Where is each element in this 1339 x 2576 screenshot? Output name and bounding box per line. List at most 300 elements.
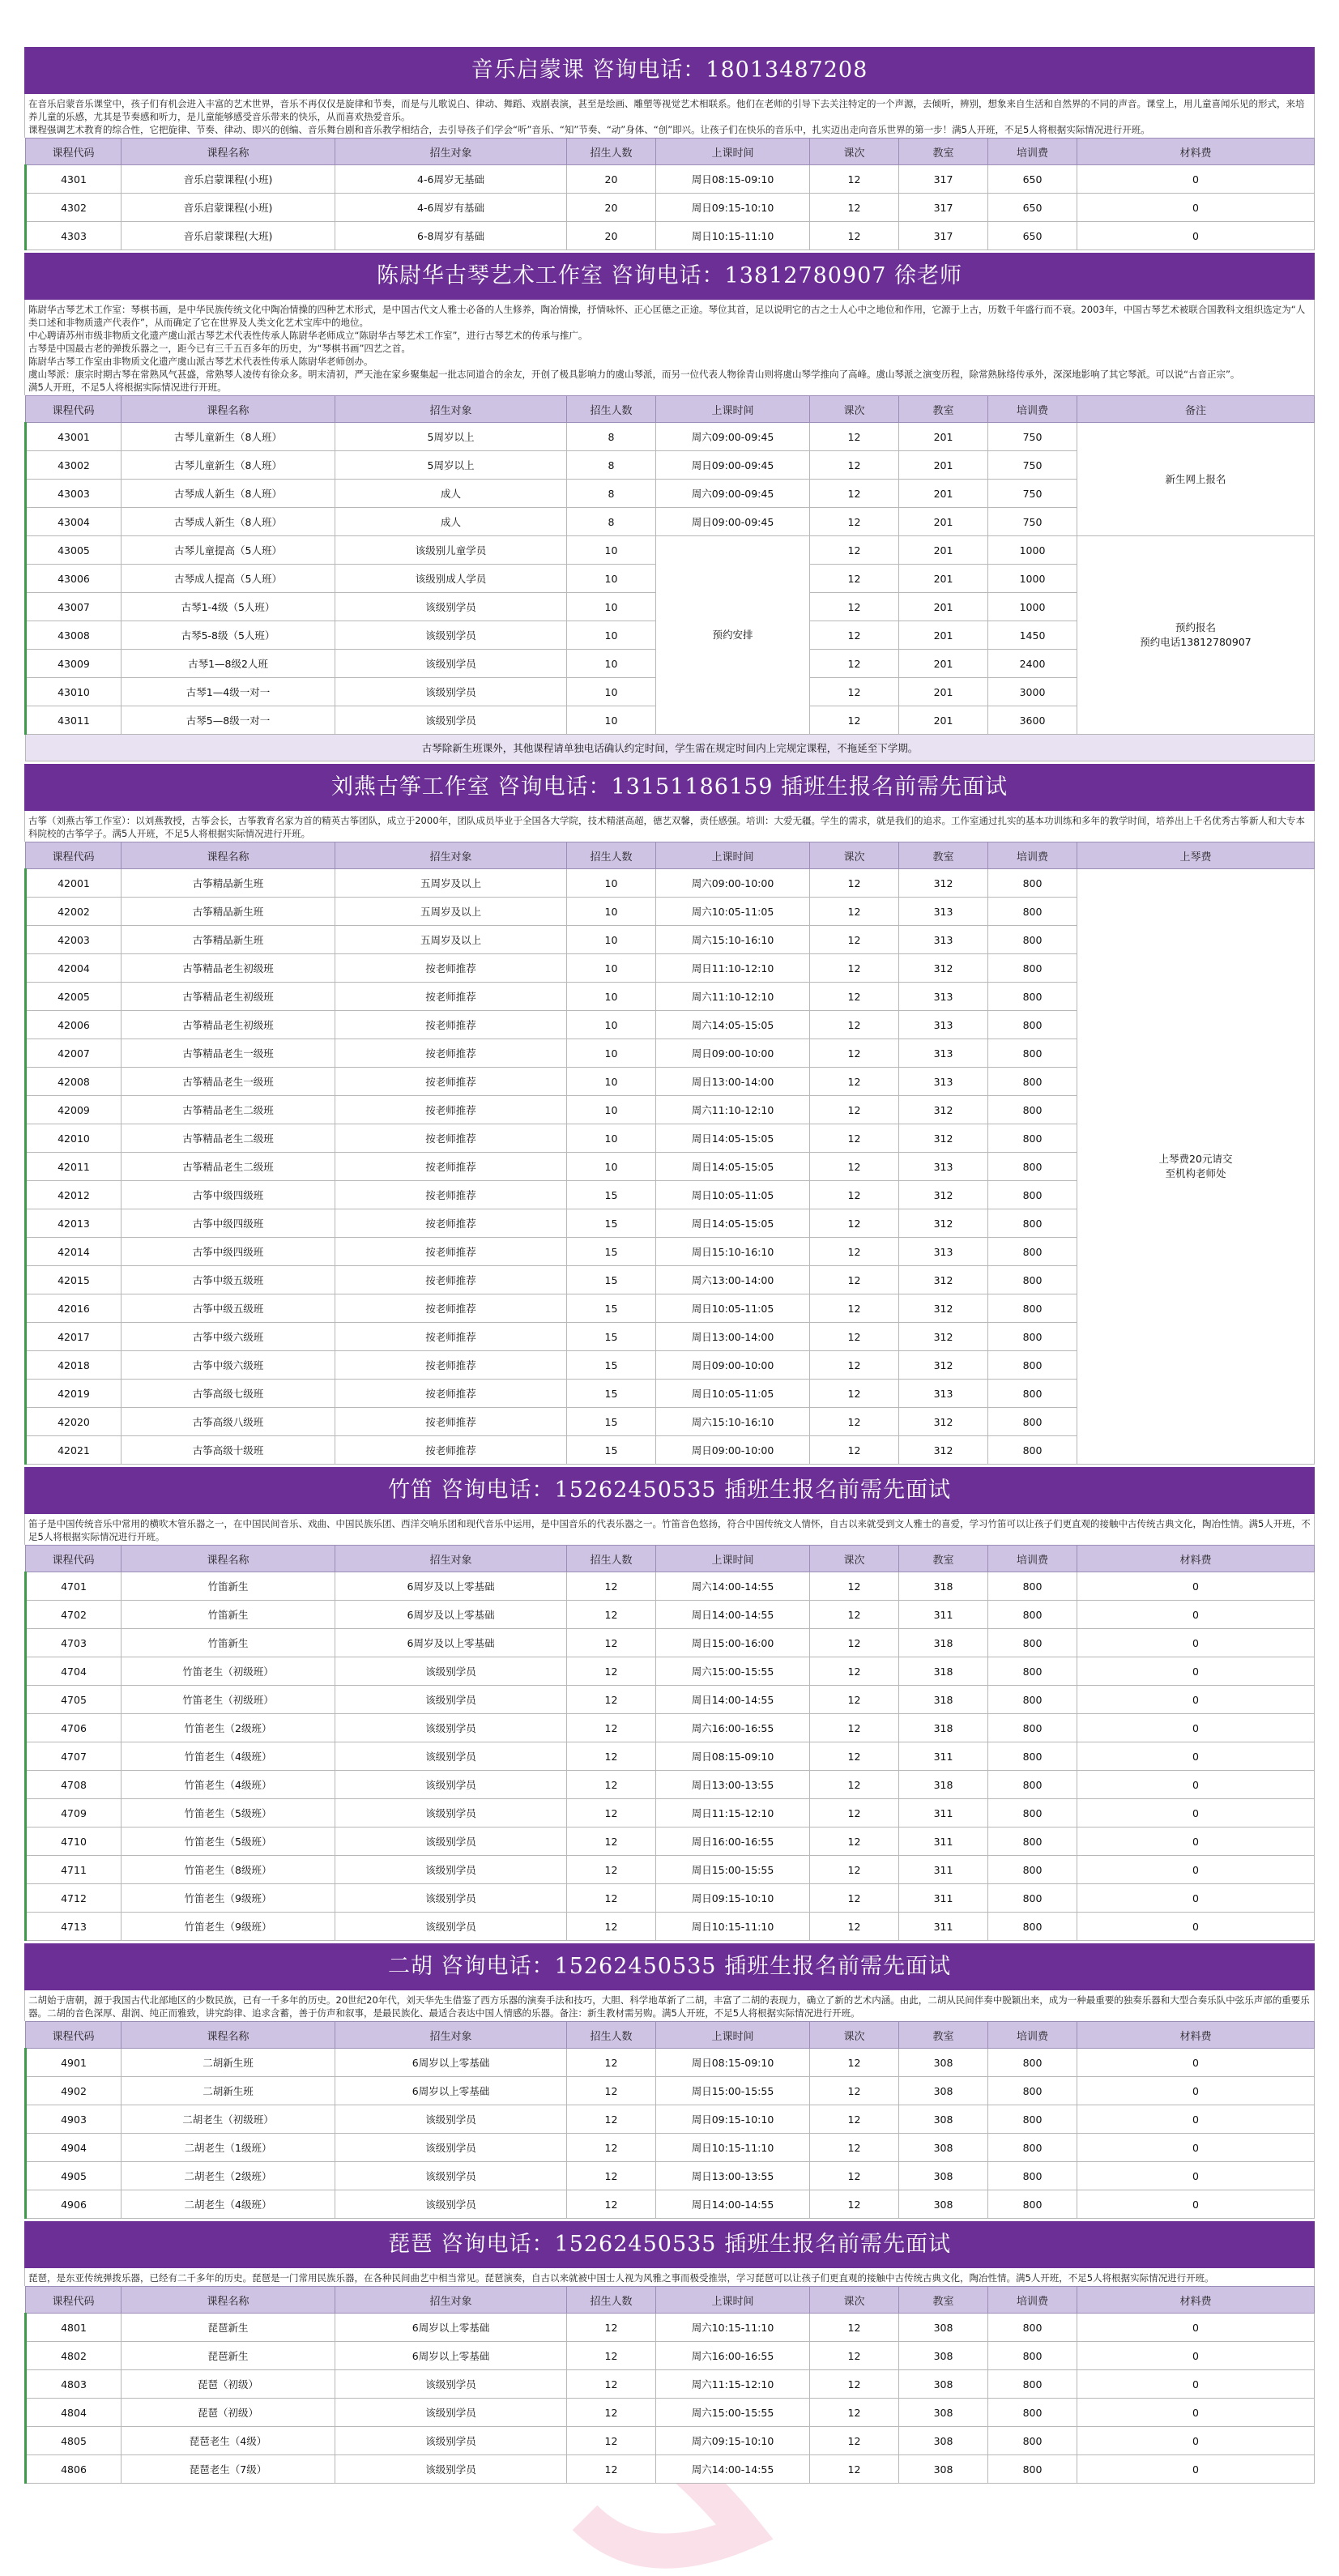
section-guqin-studio <box>24 250 1315 761</box>
course-name-cell: 音乐启蒙课程(小班) <box>122 165 335 194</box>
section-title: 竹笛 咨询电话：15262450535 插班生报名前需先面试 <box>24 1465 1315 1514</box>
time-cell: 周日10:15-11:10 <box>656 1913 810 1941</box>
section-description <box>24 1514 1315 1545</box>
fee-cell: 1000 <box>988 565 1077 593</box>
time-cell: 周日14:00-14:55 <box>656 1686 810 1714</box>
room-cell: 311 <box>899 1828 988 1856</box>
fee-cell: 800 <box>988 1408 1077 1436</box>
room-cell: 308 <box>899 2399 988 2427</box>
time-cell: 周日13:00-13:55 <box>656 2162 810 2190</box>
sessions-cell: 12 <box>810 2427 899 2455</box>
target-cell: 按老师推荐 <box>335 1096 567 1124</box>
course-code-cell: 4801 <box>26 2314 122 2342</box>
course-code-cell: 43007 <box>26 593 122 621</box>
table-row <box>26 1771 1315 1799</box>
fee-cell: 800 <box>988 1799 1077 1828</box>
room-cell: 201 <box>899 621 988 650</box>
capacity-cell: 12 <box>567 1884 656 1913</box>
fee-cell: 800 <box>988 1181 1077 1209</box>
table-row <box>26 1572 1315 1601</box>
column-header: 课程名称 <box>122 2022 335 2049</box>
table-row <box>26 1714 1315 1742</box>
course-name-cell: 竹笛老生（5级班） <box>122 1828 335 1856</box>
room-cell: 312 <box>899 1209 988 1238</box>
sessions-cell: 12 <box>810 926 899 954</box>
course-name-cell: 古琴5-8级（5人班） <box>122 621 335 650</box>
fee-cell: 650 <box>988 165 1077 194</box>
sessions-cell: 12 <box>810 1714 899 1742</box>
room-cell: 308 <box>899 2342 988 2370</box>
room-cell: 312 <box>899 1124 988 1153</box>
column-header: 培训费 <box>988 842 1077 869</box>
room-cell: 313 <box>899 1039 988 1068</box>
course-name-cell: 古筝高级十级班 <box>122 1436 335 1465</box>
sessions-cell: 12 <box>810 194 899 222</box>
capacity-cell: 15 <box>567 1380 656 1408</box>
fee-cell: 800 <box>988 926 1077 954</box>
course-code-cell: 4711 <box>26 1856 122 1884</box>
course-code-cell: 42013 <box>26 1209 122 1238</box>
time-cell: 周六15:10-16:10 <box>656 926 810 954</box>
room-cell: 317 <box>899 222 988 250</box>
course-code-cell: 42019 <box>26 1380 122 1408</box>
capacity-cell: 12 <box>567 1856 656 1884</box>
course-name-cell: 古筝中级五级班 <box>122 1294 335 1323</box>
course-name-cell: 二胡老生（初级班） <box>122 2105 335 2134</box>
time-cell: 周六13:00-14:00 <box>656 1266 810 1294</box>
column-header: 教室 <box>899 2287 988 2314</box>
column-header: 课程名称 <box>122 139 335 165</box>
time-cell: 周六14:00-14:55 <box>656 2455 810 2484</box>
time-cell: 周日09:00-10:00 <box>656 1351 810 1380</box>
target-cell: 该级别学员 <box>335 2399 567 2427</box>
target-cell: 该级别学员 <box>335 2134 567 2162</box>
course-name-cell: 琵琶老生（4级） <box>122 2427 335 2455</box>
time-cell: 周六09:15-10:10 <box>656 2427 810 2455</box>
time-cell: 预约安排 <box>656 536 810 735</box>
table-row <box>26 2049 1315 2077</box>
table-row <box>26 536 1315 565</box>
course-code-cell: 43010 <box>26 678 122 706</box>
course-code-cell: 43003 <box>26 480 122 508</box>
room-cell: 318 <box>899 1771 988 1799</box>
capacity-cell: 12 <box>567 1686 656 1714</box>
table-row <box>26 2162 1315 2190</box>
target-cell: 按老师推荐 <box>335 1011 567 1039</box>
description-paragraph: 笛子是中国传统音乐中常用的横吹木管乐器之一，在中国民间音乐、戏曲、中国民族乐团、西洋交响乐团和现代音乐中运用，是中国音乐的代表乐器之一。竹笛音色悠扬，符合中国传统文人情怀，自古以来就受到文人雅士的喜爱，学习竹笛可以让孩子们更直观的接触中古传统古典文化，陶冶性情。满5人开班，不足5人将根据实际情况进行开班。 <box>28 1518 1311 1542</box>
table-row <box>26 869 1315 898</box>
section-title: 音乐启蒙课 咨询电话：18013487208 <box>24 45 1315 94</box>
sessions-cell: 12 <box>810 2049 899 2077</box>
time-cell: 周六11:10-12:10 <box>656 1096 810 1124</box>
description-paragraph: 陈尉华古琴艺术工作室：琴棋书画，是中华民族传统文化中陶冶情操的四种艺术形式，是中国古代文人雅士必备的人生修养，陶冶情操，抒情咏怀、正心匡德之正途。琴位其首，足以说明它的古之士人心中之地位和作用，它源于上古，历数千年盛行而不衰。2003年，中国古琴艺术被联合国教科文组织选定为“人类口述和非物质遗产代表作”，从而确定了它在世界及人类文化艺术宝库中的地位。 <box>28 304 1306 328</box>
course-code-cell: 42012 <box>26 1181 122 1209</box>
capacity-cell: 20 <box>567 194 656 222</box>
fee-cell: 800 <box>988 2314 1077 2342</box>
column-header: 材料费 <box>1077 2022 1315 2049</box>
course-name-cell: 竹笛老生（4级班） <box>122 1771 335 1799</box>
column-header: 课程名称 <box>122 396 335 423</box>
room-cell: 201 <box>899 593 988 621</box>
course-code-cell: 42021 <box>26 1436 122 1465</box>
target-cell: 6周岁以上零基础 <box>335 2077 567 2105</box>
description-paragraph: 满5人开班，不足5人将根据实际情况进行开班。 <box>28 382 227 393</box>
table-row <box>26 2314 1315 2342</box>
table-header <box>26 842 1315 869</box>
room-cell: 308 <box>899 2134 988 2162</box>
sessions-cell: 12 <box>810 1686 899 1714</box>
sessions-cell: 12 <box>810 508 899 536</box>
sessions-cell: 12 <box>810 1068 899 1096</box>
fee-cell: 800 <box>988 1714 1077 1742</box>
time-cell: 周六09:00-09:45 <box>656 423 810 451</box>
fee-cell: 800 <box>988 2427 1077 2455</box>
time-cell: 周六15:00-15:55 <box>656 1657 810 1686</box>
time-cell: 周日09:15-10:10 <box>656 1884 810 1913</box>
course-code-cell: 4710 <box>26 1828 122 1856</box>
section-bamboo-flute <box>24 1465 1315 1941</box>
capacity-cell: 12 <box>567 1657 656 1686</box>
course-code-cell: 4703 <box>26 1629 122 1657</box>
fee-cell: 800 <box>988 1629 1077 1657</box>
course-name-cell: 古筝精品老生一级班 <box>122 1039 335 1068</box>
course-name-cell: 古筝精品新生班 <box>122 926 335 954</box>
section-description <box>24 1990 1315 2021</box>
column-header: 上琴费 <box>1077 842 1315 869</box>
section-pipa <box>24 2219 1315 2484</box>
target-cell: 成人 <box>335 508 567 536</box>
remark-line: 预约报名 <box>1175 621 1216 633</box>
capacity-cell: 10 <box>567 650 656 678</box>
sessions-cell: 12 <box>810 1657 899 1686</box>
extra-cell: 0 <box>1077 1799 1315 1828</box>
fee-cell: 800 <box>988 2134 1077 2162</box>
capacity-cell: 10 <box>567 954 656 983</box>
room-cell: 311 <box>899 1742 988 1771</box>
sessions-cell: 12 <box>810 2399 899 2427</box>
sessions-cell: 12 <box>810 1408 899 1436</box>
table-header <box>26 139 1315 165</box>
sessions-cell: 12 <box>810 1828 899 1856</box>
column-header: 备注 <box>1077 396 1315 423</box>
target-cell: 该级别儿童学员 <box>335 536 567 565</box>
time-cell: 周日09:00-10:00 <box>656 1436 810 1465</box>
extra-cell: 0 <box>1077 1913 1315 1941</box>
section-description <box>24 300 1315 395</box>
table-row <box>26 2455 1315 2484</box>
column-header: 教室 <box>899 2022 988 2049</box>
room-cell: 318 <box>899 1657 988 1686</box>
column-header: 招生人数 <box>567 842 656 869</box>
time-cell: 周日15:10-16:10 <box>656 1238 810 1266</box>
capacity-cell: 15 <box>567 1238 656 1266</box>
capacity-cell: 10 <box>567 869 656 898</box>
room-cell: 312 <box>899 1436 988 1465</box>
column-header: 课程代码 <box>26 2022 122 2049</box>
course-name-cell: 古筝精品新生班 <box>122 869 335 898</box>
column-header: 招生对象 <box>335 396 567 423</box>
column-header: 课程代码 <box>26 842 122 869</box>
column-header: 课程名称 <box>122 1546 335 1572</box>
fee-cell: 800 <box>988 2077 1077 2105</box>
fee-cell: 650 <box>988 222 1077 250</box>
capacity-cell: 12 <box>567 1828 656 1856</box>
course-code-cell: 4702 <box>26 1601 122 1629</box>
course-code-cell: 4302 <box>26 194 122 222</box>
fee-cell: 800 <box>988 1884 1077 1913</box>
fee-cell: 650 <box>988 194 1077 222</box>
course-name-cell: 琵琶老生（7级） <box>122 2455 335 2484</box>
course-name-cell: 竹笛老生（初级班） <box>122 1686 335 1714</box>
column-header: 教室 <box>899 1546 988 1572</box>
course-name-cell: 古琴成人新生（8人班） <box>122 480 335 508</box>
extra-cell: 0 <box>1077 2049 1315 2077</box>
extra-cell: 0 <box>1077 165 1315 194</box>
fee-cell: 800 <box>988 1011 1077 1039</box>
course-name-cell: 古琴儿童新生（8人班） <box>122 423 335 451</box>
time-cell: 周日10:05-11:05 <box>656 1294 810 1323</box>
room-cell: 201 <box>899 423 988 451</box>
capacity-cell: 10 <box>567 1124 656 1153</box>
table-row <box>26 2370 1315 2399</box>
course-code-cell: 43009 <box>26 650 122 678</box>
sessions-cell: 12 <box>810 2342 899 2370</box>
section-erhu <box>24 1941 1315 2219</box>
course-name-cell: 琵琶（初级） <box>122 2399 335 2427</box>
target-cell: 该级别学员 <box>335 2370 567 2399</box>
table-row <box>26 2427 1315 2455</box>
sessions-cell: 12 <box>810 2314 899 2342</box>
column-header: 招生对象 <box>335 1546 567 1572</box>
extra-cell: 0 <box>1077 1657 1315 1686</box>
fee-cell: 800 <box>988 1742 1077 1771</box>
capacity-cell: 12 <box>567 2427 656 2455</box>
column-header: 材料费 <box>1077 2287 1315 2314</box>
extra-cell: 0 <box>1077 2342 1315 2370</box>
course-code-cell: 4701 <box>26 1572 122 1601</box>
sessions-cell: 12 <box>810 1856 899 1884</box>
table-row <box>26 1884 1315 1913</box>
course-name-cell: 琵琶新生 <box>122 2342 335 2370</box>
course-code-cell: 4707 <box>26 1742 122 1771</box>
target-cell: 6周岁以上零基础 <box>335 2342 567 2370</box>
extra-cell: 0 <box>1077 2370 1315 2399</box>
capacity-cell: 15 <box>567 1436 656 1465</box>
room-cell: 318 <box>899 1629 988 1657</box>
section-title: 二胡 咨询电话：15262450535 插班生报名前需先面试 <box>24 1941 1315 1990</box>
course-code-cell: 4902 <box>26 2077 122 2105</box>
room-cell: 201 <box>899 565 988 593</box>
target-cell: 该级别学员 <box>335 593 567 621</box>
capacity-cell: 10 <box>567 926 656 954</box>
fee-cell: 3600 <box>988 706 1077 735</box>
fee-cell: 750 <box>988 508 1077 536</box>
target-cell: 按老师推荐 <box>335 1294 567 1323</box>
room-cell: 311 <box>899 1913 988 1941</box>
table-row <box>26 194 1315 222</box>
course-name-cell: 古筝中级五级班 <box>122 1266 335 1294</box>
course-name-cell: 古筝精品老生二级班 <box>122 1096 335 1124</box>
course-name-cell: 竹笛老生（9级班） <box>122 1884 335 1913</box>
description-paragraph: 中心聘请苏州市级非物质文化遗产虞山派古琴艺术代表性传承人陈尉华老师成立“陈尉华古琴艺术工作室”，进行古琴艺术的传承与推广。 <box>28 330 588 341</box>
capacity-cell: 10 <box>567 1096 656 1124</box>
capacity-cell: 12 <box>567 2370 656 2399</box>
target-cell: 6周岁及以上零基础 <box>335 1601 567 1629</box>
target-cell: 该级别学员 <box>335 650 567 678</box>
room-cell: 308 <box>899 2077 988 2105</box>
target-cell: 该级别学员 <box>335 2455 567 2484</box>
room-cell: 313 <box>899 1153 988 1181</box>
course-code-cell: 42011 <box>26 1153 122 1181</box>
time-cell: 周日09:00-09:45 <box>656 451 810 480</box>
sessions-cell: 12 <box>810 1124 899 1153</box>
column-header: 教室 <box>899 396 988 423</box>
time-cell: 周六11:15-12:10 <box>656 2370 810 2399</box>
fee-cell: 800 <box>988 1657 1077 1686</box>
time-cell: 周日13:00-14:00 <box>656 1068 810 1096</box>
room-cell: 308 <box>899 2314 988 2342</box>
remark-line: 上琴费20元请交 <box>1158 1153 1233 1165</box>
table-row <box>26 1657 1315 1686</box>
course-name-cell: 古筝中级四级班 <box>122 1238 335 1266</box>
target-cell: 5周岁以上 <box>335 451 567 480</box>
sessions-cell: 12 <box>810 2190 899 2219</box>
capacity-cell: 10 <box>567 1039 656 1068</box>
capacity-cell: 12 <box>567 2190 656 2219</box>
fee-cell: 800 <box>988 1209 1077 1238</box>
capacity-cell: 12 <box>567 1629 656 1657</box>
sessions-cell: 12 <box>810 954 899 983</box>
capacity-cell: 10 <box>567 983 656 1011</box>
column-header: 招生人数 <box>567 2287 656 2314</box>
sessions-cell: 12 <box>810 1380 899 1408</box>
column-header: 培训费 <box>988 396 1077 423</box>
course-name-cell: 二胡新生班 <box>122 2049 335 2077</box>
fee-cell: 800 <box>988 1380 1077 1408</box>
room-cell: 313 <box>899 898 988 926</box>
target-cell: 按老师推荐 <box>335 1266 567 1294</box>
room-cell: 312 <box>899 1323 988 1351</box>
extra-cell: 0 <box>1077 1856 1315 1884</box>
course-name-cell: 古琴1-4级（5人班） <box>122 593 335 621</box>
column-header: 课次 <box>810 139 899 165</box>
target-cell: 按老师推荐 <box>335 1323 567 1351</box>
course-name-cell: 竹笛老生（4级班） <box>122 1742 335 1771</box>
course-name-cell: 古筝精品老生初级班 <box>122 1011 335 1039</box>
column-header: 课次 <box>810 1546 899 1572</box>
target-cell: 该级别学员 <box>335 1913 567 1941</box>
extra-cell: 0 <box>1077 1884 1315 1913</box>
sessions-cell: 12 <box>810 1011 899 1039</box>
remark-cell <box>1077 869 1315 1465</box>
column-header: 上课时间 <box>656 2287 810 2314</box>
room-cell: 201 <box>899 508 988 536</box>
time-cell: 周日10:05-11:05 <box>656 1380 810 1408</box>
column-header: 上课时间 <box>656 1546 810 1572</box>
time-cell: 周日08:15-09:10 <box>656 165 810 194</box>
target-cell: 该级别学员 <box>335 2105 567 2134</box>
sessions-cell: 12 <box>810 1799 899 1828</box>
course-name-cell: 古琴1—8级2人班 <box>122 650 335 678</box>
course-name-cell: 古筝中级四级班 <box>122 1181 335 1209</box>
fee-cell: 800 <box>988 1096 1077 1124</box>
column-header: 教室 <box>899 842 988 869</box>
sessions-cell: 12 <box>810 1771 899 1799</box>
room-cell: 201 <box>899 706 988 735</box>
fee-cell: 800 <box>988 1153 1077 1181</box>
target-cell: 4-6周岁有基础 <box>335 194 567 222</box>
fee-cell: 1000 <box>988 593 1077 621</box>
column-header: 招生人数 <box>567 396 656 423</box>
course-code-cell: 4805 <box>26 2427 122 2455</box>
target-cell: 该级别学员 <box>335 2190 567 2219</box>
column-header: 材料费 <box>1077 1546 1315 1572</box>
course-name-cell: 二胡老生（4级班） <box>122 2190 335 2219</box>
target-cell: 按老师推荐 <box>335 1124 567 1153</box>
course-name-cell: 古筝精品老生二级班 <box>122 1124 335 1153</box>
course-code-cell: 42007 <box>26 1039 122 1068</box>
course-name-cell: 古筝精品老生二级班 <box>122 1153 335 1181</box>
course-name-cell: 音乐启蒙课程(小班) <box>122 194 335 222</box>
room-cell: 311 <box>899 1884 988 1913</box>
extra-cell: 0 <box>1077 194 1315 222</box>
time-cell: 周六16:00-16:55 <box>656 1714 810 1742</box>
course-name-cell: 竹笛新生 <box>122 1601 335 1629</box>
target-cell: 按老师推荐 <box>335 1068 567 1096</box>
table-row <box>26 1913 1315 1941</box>
sessions-cell: 12 <box>810 1572 899 1601</box>
time-cell: 周日16:00-16:55 <box>656 1828 810 1856</box>
capacity-cell: 15 <box>567 1408 656 1436</box>
room-cell: 201 <box>899 678 988 706</box>
course-name-cell: 古筝精品老生初级班 <box>122 983 335 1011</box>
room-cell: 201 <box>899 480 988 508</box>
remark-cell <box>1077 536 1315 735</box>
course-code-cell: 42006 <box>26 1011 122 1039</box>
target-cell: 5周岁以上 <box>335 423 567 451</box>
section-title: 琵琶 咨询电话：15262450535 插班生报名前需先面试 <box>24 2219 1315 2268</box>
column-header: 上课时间 <box>656 139 810 165</box>
room-cell: 311 <box>899 1601 988 1629</box>
section-music-enlightenment <box>24 45 1315 250</box>
remark-cell: 新生网上报名 <box>1077 423 1315 536</box>
column-header: 课次 <box>810 2287 899 2314</box>
fee-cell: 800 <box>988 1351 1077 1380</box>
room-cell: 313 <box>899 983 988 1011</box>
target-cell: 按老师推荐 <box>335 1351 567 1380</box>
room-cell: 311 <box>899 1799 988 1828</box>
time-cell: 周六09:00-10:00 <box>656 869 810 898</box>
section-description <box>24 2268 1315 2286</box>
course-name-cell: 古筝中级四级班 <box>122 1209 335 1238</box>
course-code-cell: 4802 <box>26 2342 122 2370</box>
column-header: 招生人数 <box>567 139 656 165</box>
fee-cell: 800 <box>988 983 1077 1011</box>
room-cell: 313 <box>899 1011 988 1039</box>
column-header: 课次 <box>810 396 899 423</box>
sessions-cell: 12 <box>810 1039 899 1068</box>
target-cell: 6周岁及以上零基础 <box>335 1629 567 1657</box>
sessions-cell: 12 <box>810 1323 899 1351</box>
fee-cell: 2400 <box>988 650 1077 678</box>
time-cell: 周六09:00-09:45 <box>656 480 810 508</box>
room-cell: 317 <box>899 165 988 194</box>
course-code-cell: 42010 <box>26 1124 122 1153</box>
course-code-cell: 42001 <box>26 869 122 898</box>
course-code-cell: 4712 <box>26 1884 122 1913</box>
fee-cell: 750 <box>988 423 1077 451</box>
capacity-cell: 10 <box>567 706 656 735</box>
